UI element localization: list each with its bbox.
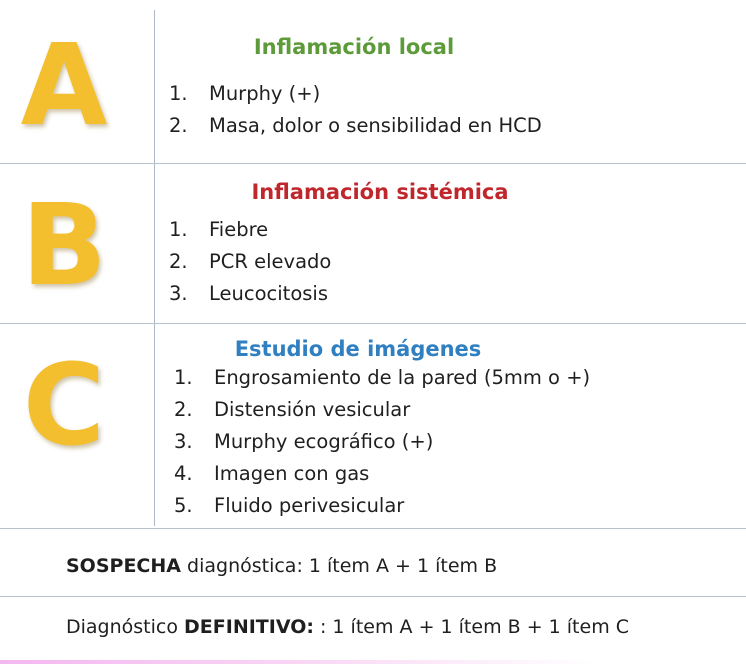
section-title-local-inflammation: Inflamación local — [253, 35, 455, 59]
list-item: 2. PCR elevado — [169, 250, 332, 273]
list-item: 3. Leucocitosis — [169, 282, 328, 305]
letter-c: C — [22, 341, 106, 471]
row-divider-c-footer — [0, 528, 746, 529]
list-item: 3. Murphy ecográfico (+) — [174, 430, 434, 453]
suspicion-keyword: SOSPECHA — [66, 555, 181, 577]
footer-divider — [0, 596, 746, 597]
list-item: 4. Imagen con gas — [174, 462, 370, 485]
row-divider-b-c — [0, 323, 746, 324]
list-item: 1. Fiebre — [169, 218, 269, 241]
bottom-edge-strip — [0, 660, 746, 664]
letter-b: B — [21, 181, 107, 311]
definitive-prefix: Diagnóstico — [66, 616, 185, 638]
suspicion-rule: diagnóstica: 1 ítem A + 1 ítem B — [180, 555, 498, 577]
definitive-rule: : 1 ítem A + 1 ítem B + 1 ítem C — [313, 616, 630, 638]
letter-a: A — [20, 21, 108, 151]
section-title-imaging-study: Estudio de imágenes — [234, 337, 482, 361]
items-list-c — [174, 362, 590, 522]
list-item: 2. Distensión vesicular — [174, 398, 411, 421]
list-item: 5. Fluido perivesicular — [174, 494, 405, 517]
items-list-a — [169, 78, 542, 142]
section-title-systemic-inflammation: Inflamación sistémica — [251, 180, 509, 204]
row-divider-a-b — [0, 163, 746, 164]
list-item: 2. Masa, dolor o sensibilidad en HCD — [169, 114, 542, 137]
definitive-keyword: DEFINITIVO: — [184, 616, 314, 638]
suspicion-criteria — [66, 557, 497, 576]
list-item: 1. Engrosamiento de la pared (5mm o +) — [174, 366, 591, 389]
definitive-criteria — [66, 618, 629, 637]
column-divider — [154, 10, 155, 526]
list-item: 1. Murphy (+) — [169, 82, 321, 105]
items-list-b — [169, 214, 331, 310]
